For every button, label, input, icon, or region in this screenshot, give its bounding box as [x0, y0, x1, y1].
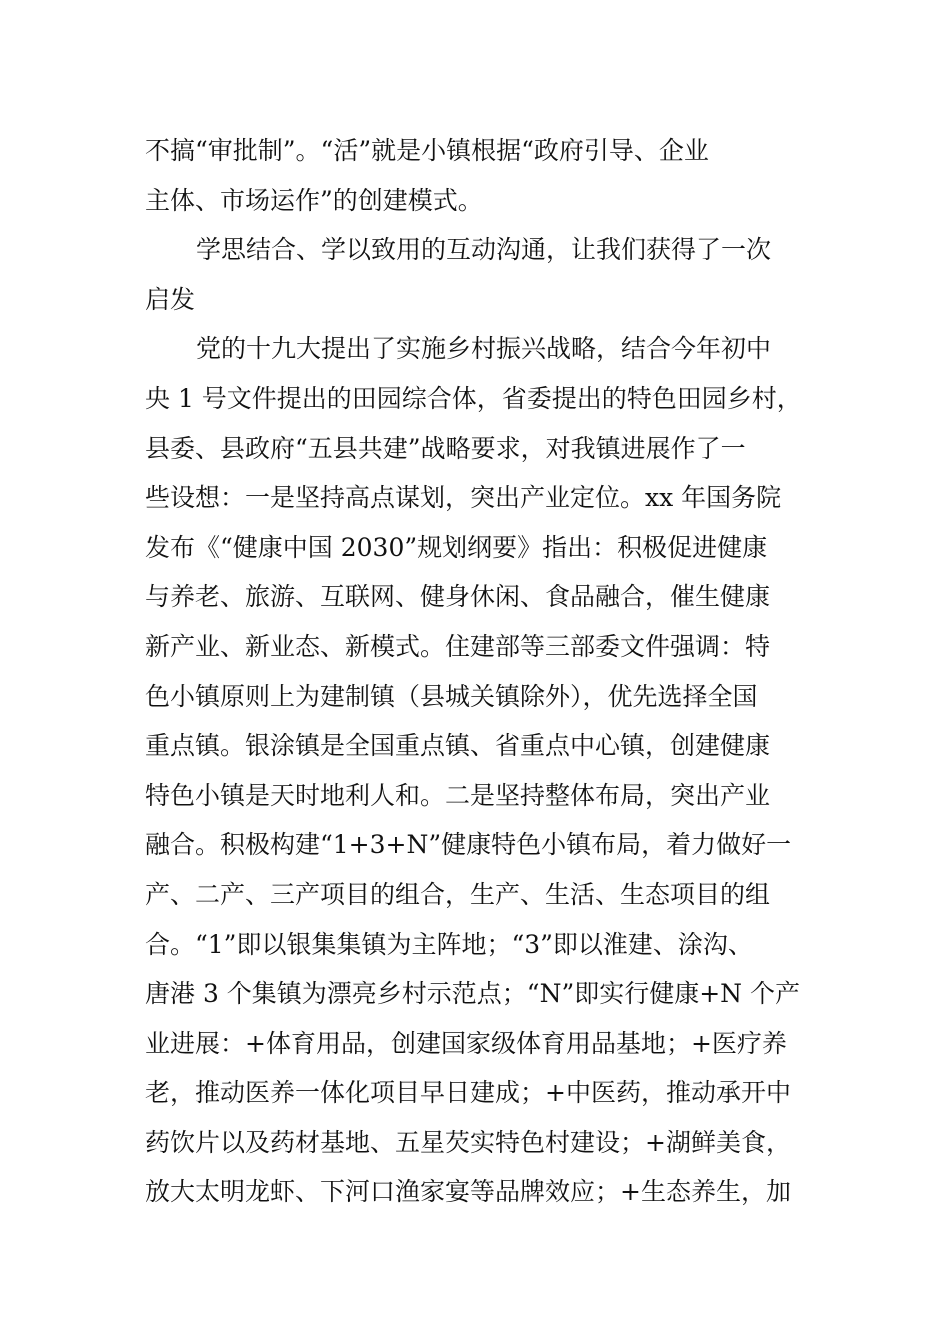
text-line: 新产业、新业态、新模式。住建部等三部委文件强调：特 — [145, 631, 771, 661]
text-line: 发布《“健康中国 2030”规划纲要》指出：积极促进健康 — [145, 532, 768, 562]
text-line: 不搞“审批制”。“活”就是小镇根据“政府引导、企业 — [145, 136, 709, 165]
text-line: 与养老、旅游、互联网、健身休闲、食品融合，催生健康 — [145, 582, 771, 612]
paragraph-start-line: 党的十九大提出了实施乡村振兴战略，结合今年初中 — [196, 334, 772, 364]
text-line: 融合。积极构建“1+3+N”健康特色小镇布局，着力做好一 — [145, 830, 792, 860]
document-body — [145, 126, 835, 1217]
text-line: 药饮片以及药材基地、五星芡实特色村建设；+湖鲜美食， — [145, 1127, 791, 1157]
text-line: 些设想：一是坚持高点谋划，突出产业定位。xx 年国务院 — [145, 483, 782, 513]
text-line: 老，推动医养一体化项目早日建成；+中医药，推动承开中 — [145, 1078, 791, 1108]
text-line: 特色小镇是天时地利人和。二是坚持整体布局，突出产业 — [145, 780, 771, 810]
text-line: 重点镇。银涂镇是全国重点镇、省重点中心镇，创建健康 — [145, 731, 771, 761]
text-line: 央 1 号文件提出的田园综合体，省委提出的特色田园乡村， — [145, 383, 802, 413]
text-line: 唐港 3 个集镇为漂亮乡村示范点；“N”即实行健康+N 个产 — [145, 979, 801, 1009]
text-line: 产、二产、三产项目的组合，生产、生活、生态项目的组 — [145, 879, 771, 909]
text-line: 放大太明龙虾、下河口渔家宴等品牌效应；+生态养生，加 — [145, 1177, 791, 1207]
text-line: 启发 — [145, 284, 196, 314]
text-line: 主体、市场运作”的创建模式。 — [145, 185, 483, 215]
text-line: 色小镇原则上为建制镇（县城关镇除外），优先选择全国 — [145, 681, 758, 711]
text-line: 业进展：+体育用品，创建国家级体育用品基地；+医疗养 — [145, 1028, 787, 1058]
text-line: 合。“1”即以银集集镇为主阵地；“3”即以淮建、涂沟、 — [145, 929, 753, 959]
paragraph-start-line: 学思结合、学以致用的互动沟通，让我们获得了一次 — [196, 235, 772, 265]
text-line: 县委、县政府“五县共建”战略要求，对我镇进展作了一 — [145, 433, 746, 463]
